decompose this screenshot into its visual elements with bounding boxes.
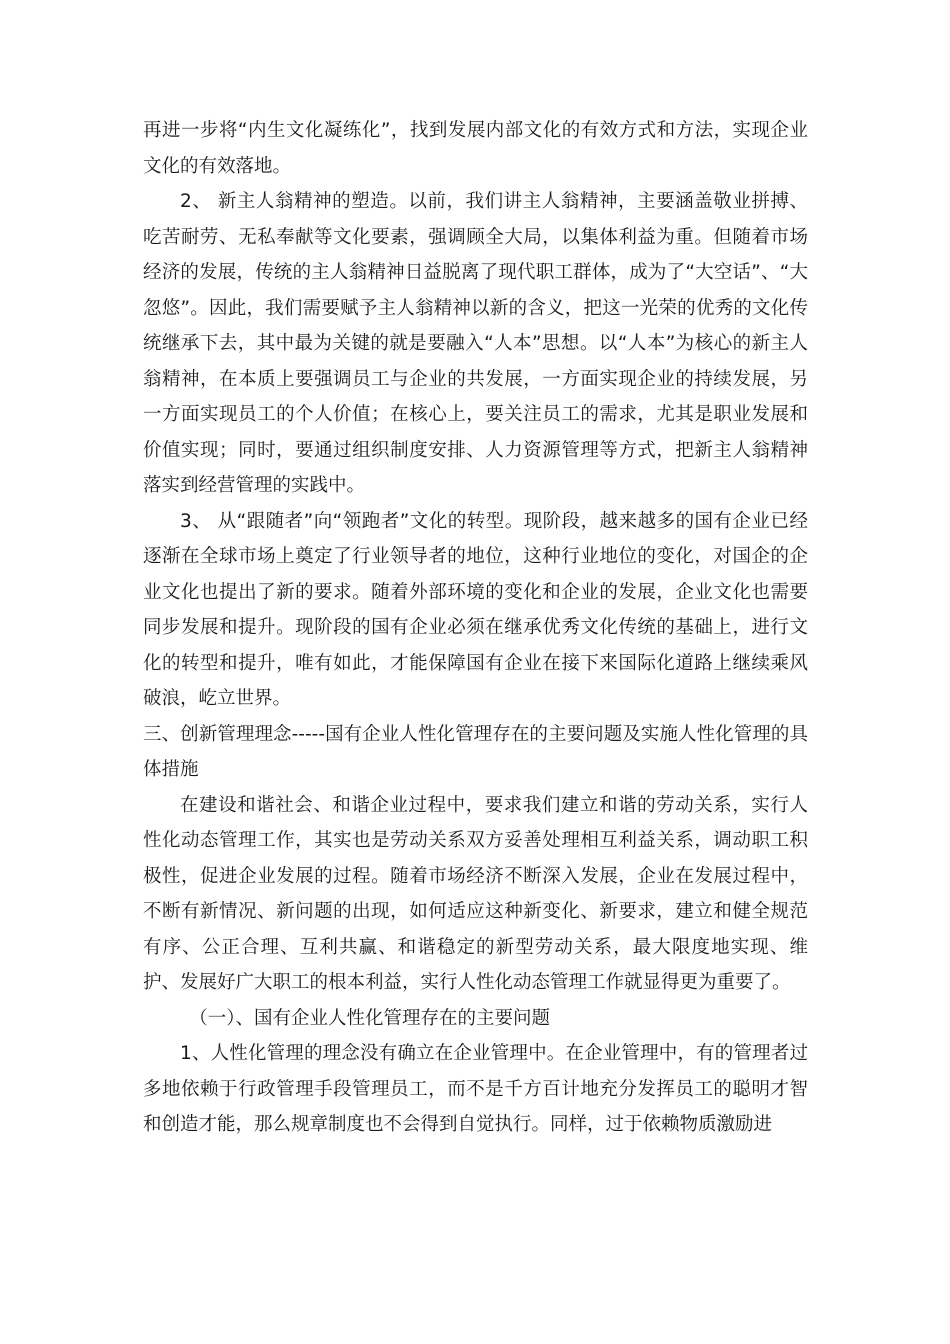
subsection-heading-one: （一）、国有企业人性化管理存在的主要问题 [189,1007,551,1029]
paragraph-harmonious-relations: 在建设和谐社会、和谐企业过程中，要求我们建立和谐的劳动关系，实行人性化动态管理工作，其实也是劳动关系双方妥善处理相互利益关系，调动职工积极性，促进企业发展的过程。随着市场经济不断深入发展，企业在发展过程中，不断有新情况、新问题的出现，如何适应这种新变化、新要求，建立和健全规范有序、公正合理、互利共赢、和谐稳定的新型劳动关系，最大限度地实现、维护、发展好广大职工的根本利益，实行人性化动态管理工作就显得更为重要了。 [143,794,808,993]
paragraph-continuation: 再进一步将“内生文化凝练化”，找到发展内部文化的有效方式和方法，实现企业文化的有效落地。 [143,120,808,177]
document-page [143,113,808,1143]
paragraph-follower-to-leader: 3、 从“跟随者”向“领跑者”文化的转型。现阶段，越来越多的国有企业已经逐渐在全球市场上奠定了行业领导者的地位，这种行业地位的变化，对国企的企业文化也提出了新的要求。随着外部环境的变化和企业的发展，企业文化也需要同步发展和提升。现阶段的国有企业必须在继承优秀文化传统的基础上，进行文化的转型和提升，唯有如此，才能保障国有企业在接下来国际化道路上继续乘风破浪，屹立世界。 [143,510,808,709]
paragraph-new-owner-spirit: 2、 新主人翁精神的塑造。以前，我们讲主人翁精神，主要涵盖敬业拼搏、吃苦耐劳、无私奉献等文化要素，强调顾全大局，以集体利益为重。但随着市场经济的发展，传统的主人翁精神日益脱离了现代职工群体，成为了“大空话”、“大忽悠”。因此，我们需要赋予主人翁精神以新的含义，把这一光荣的优秀的文化传统继承下去，其中最为关键的就是要融入“人本”思想。以“人本”为核心的新主人翁精神，在本质上要强调员工与企业的共发展，一方面实现企业的持续发展，另一方面实现员工的个人价值；在核心上，要关注员工的需求，尤其是职业发展和价值实现；同时，要通过组织制度安排、人力资源管理等方式，把新主人翁精神落实到经营管理的实践中。 [143,191,808,496]
paragraph-problem-one: 1、人性化管理的理念没有确立在企业管理中。在企业管理中，有的管理者过多地依赖于行政管理手段管理员工，而不是千方百计地充分发挥员工的聪明才智和创造才能，那么规章制度也不会得到自觉执行。同样，过于依赖物质激励进 [143,1043,808,1135]
section-heading-three: 三、创新管理理念-----国有企业人性化管理存在的主要问题及实施人性化管理的具体措施 [143,723,808,780]
